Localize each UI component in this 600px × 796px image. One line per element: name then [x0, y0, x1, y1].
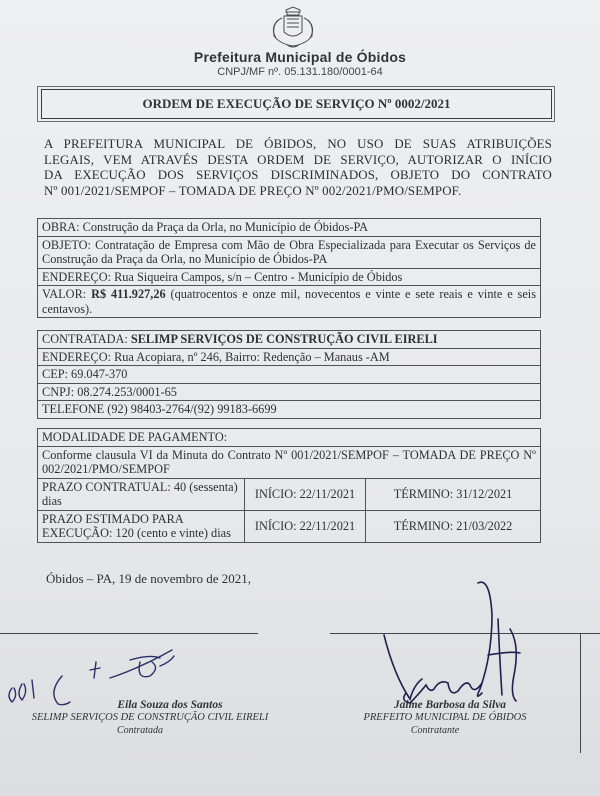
handwritten-signature-contratante: [370, 575, 530, 715]
signature-divider: [580, 633, 581, 753]
order-title-box: [41, 89, 552, 119]
termino-cell: TÉRMINO: 21/03/2022: [366, 510, 541, 542]
valor-text: (quatrocentos e onze mil, novecentos e vinte e sete reais e vinte e seis centavos).: [42, 287, 536, 316]
contratada-name: SELIMP SERVIÇOS DE CONSTRUÇÃO CIVIL EIRELI: [130, 332, 438, 346]
pagamento-title-cell: MODALIDADE DE PAGAMENTO:: [38, 429, 541, 447]
intro-paragraph: [44, 137, 552, 199]
prazo-contratual-cell: PRAZO CONTRATUAL: 40 (sessenta) dias: [38, 478, 245, 510]
intro-line: A PREFEITURA MUNICIPAL DE ÓBIDOS, NO USO DE SUAS ATRIBUIÇÕES: [44, 137, 552, 151]
pagamento-table: [37, 428, 541, 543]
municipal-crest-icon: [264, 6, 322, 50]
prazo-estimado-cell: PRAZO ESTIMADO PARA EXECUÇÃO: 120 (cento e vinte) dias: [38, 510, 245, 542]
contratada-cnpj-cell: CNPJ: 08.274.253/0001-65: [38, 383, 541, 401]
pagamento-text-cell: Conforme clausula VI da Minuta do Contrato Nº 001/2021/SEMPOF – TOMADA DE PREÇO Nº 002/2021/PMO/SEMPOF: [38, 446, 541, 478]
contratada-label: CONTRATADA:: [42, 332, 131, 346]
valor-cell: [38, 286, 541, 318]
order-title: ORDEM DE EXECUÇÃO DE SERVIÇO Nº 0002/2021: [142, 96, 451, 111]
prefeitura-cnpj: CNPJ/MF nº. 05.131.180/0001-64: [217, 66, 383, 78]
signature-org: PREFEITO MUNICIPAL DE ÓBIDOS: [363, 712, 527, 723]
obra-cell: OBRA: Construção da Praça da Orla, no Município de Óbidos-PA: [38, 219, 541, 237]
obra-table: [37, 218, 541, 318]
signature-role: Contratante: [410, 725, 460, 736]
contratada-table: [37, 330, 541, 419]
contratada-cep-cell: CEP: 69.047-370: [38, 366, 541, 384]
inicio-cell: INÍCIO: 22/11/2021: [245, 478, 366, 510]
valor-amount: R$ 411.927,26: [91, 287, 166, 301]
obra-endereco-cell: ENDEREÇO: Rua Siqueira Campos, s/n – Centro - Município de Óbidos: [38, 268, 541, 286]
objeto-cell: OBJETO: Contratação de Empresa com Mão de Obra Especializada para Executar os Serviços de Construção da Praça da Orla, no Município de Óbidos-PA: [38, 236, 541, 268]
signature-role: Contratada: [116, 725, 164, 736]
contratada-endereco-cell: ENDEREÇO: Rua Acopiara, nº 246, Bairro: Redenção – Manaus -AM: [38, 348, 541, 366]
contratada-telefone-cell: TELEFONE (92) 98403-2764/(92) 99183-6699: [38, 401, 541, 419]
intro-line: DA EXECUÇÃO DOS SERVIÇOS DISCRIMINADOS, OBJETO DO CONTRATO: [44, 168, 552, 182]
signature-org: SELIMP SERVIÇOS DE CONSTRUÇÃO CIVIL EIRELI: [31, 712, 269, 723]
valor-label: VALOR:: [42, 287, 92, 301]
contratada-cell: [38, 331, 541, 349]
intro-line: Nº 001/2021/SEMPOF – TOMADA DE PREÇO Nº 002/2021/PMO/SEMPOF.: [44, 183, 462, 198]
signature-name: Jaime Barbosa da Silva: [393, 699, 507, 711]
intro-line: LEGAIS, VEM ATRAVÉS DESTA ORDEM DE SERVIÇO, AUTORIZAR O INÍCIO: [44, 152, 552, 167]
date-line: Óbidos – PA, 19 de novembro de 2021,: [46, 571, 251, 586]
signature-name: Eila Souza dos Santos: [117, 699, 223, 711]
prefeitura-title: Prefeitura Municipal de Óbidos: [193, 49, 407, 65]
inicio-cell: INÍCIO: 22/11/2021: [245, 510, 366, 542]
termino-cell: TÉRMINO: 31/12/2021: [366, 478, 541, 510]
